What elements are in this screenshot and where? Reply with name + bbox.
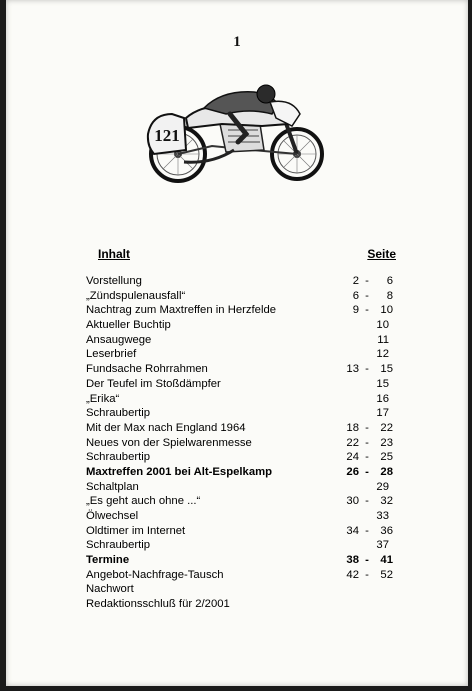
toc-entry-range-dash: - (365, 465, 369, 478)
toc-entry-page-from: 22 (346, 436, 359, 449)
toc-entry-page-from: 2 (352, 275, 359, 287)
toc-entry-range-dash: - (365, 436, 369, 449)
toc-entry-range-dash: - (365, 289, 369, 302)
toc-entry-title: Redaktionsschluß für 2/2001 (86, 598, 230, 611)
toc-entry-title: „Erika“ (86, 392, 120, 405)
toc-entry-range-dash: - (365, 304, 369, 317)
toc-entry-page: 17 (376, 407, 389, 420)
toc-entry-page: 29 (376, 480, 389, 493)
toc-entry (86, 480, 396, 495)
toc-entry-page-from: 34 (346, 524, 359, 537)
toc-header-contents: Inhalt (98, 247, 130, 261)
motorcycle-racer-icon (142, 84, 332, 186)
toc-entry (86, 303, 396, 318)
toc-entry (86, 347, 396, 362)
race-number: 121 (154, 126, 180, 145)
toc-entry-range-dash: - (365, 495, 369, 508)
toc-entry-title: Leserbrief (86, 348, 137, 361)
toc-entry-page-from: 6 (352, 289, 359, 302)
toc-entry (86, 274, 396, 289)
toc-entry-title: Fundsache Rohrrahmen (86, 363, 208, 376)
toc-entry-page: 16 (376, 392, 389, 405)
toc-entry-page-to: 23 (380, 436, 393, 449)
toc-entry-page-from: 26 (346, 465, 359, 478)
toc-entry (86, 318, 396, 333)
toc-entry-page-from: 18 (346, 421, 359, 434)
toc-entry-range-dash: - (365, 554, 369, 567)
toc-entry-page-to: 10 (380, 304, 393, 317)
toc-entry-page: 11 (377, 333, 389, 346)
toc-entry-page: 37 (376, 539, 389, 552)
toc-entry-page-from: 38 (346, 554, 359, 567)
toc-entry-range-dash: - (365, 524, 369, 537)
toc-entry-title: Neues von der Spielwarenmesse (86, 436, 252, 449)
toc-entry (86, 450, 396, 465)
toc-entry-page-to: 36 (380, 524, 393, 537)
toc-entry (86, 494, 396, 509)
toc-entry-page-to: 6 (386, 275, 393, 287)
toc-entry (86, 333, 396, 348)
toc-entry-page: 10 (376, 319, 389, 332)
toc-entry-page-to: 8 (386, 289, 393, 302)
toc-entry-title: Ansaugwege (86, 333, 152, 346)
toc-entry (86, 582, 396, 597)
toc-entry (86, 392, 396, 407)
toc-entry-page: 15 (376, 377, 389, 390)
toc-entry-title: Aktueller Buchtip (86, 319, 171, 332)
toc-entry-title: Schaltplan (86, 480, 139, 493)
toc-entry-title: „Zündspulenausfall“ (86, 289, 186, 302)
toc-header-page: Seite (367, 247, 396, 261)
toc-entry (86, 377, 396, 392)
toc-entry-page-to: 41 (380, 554, 393, 567)
toc-entry-title: Mit der Max nach England 1964 (86, 421, 246, 434)
toc-entry-page-from: 42 (346, 568, 359, 581)
toc-entry (86, 362, 396, 377)
toc-entry (86, 509, 396, 524)
toc-entry (86, 289, 396, 304)
toc-entry-page: 12 (376, 348, 389, 361)
toc-header (80, 247, 400, 265)
toc-entry (86, 568, 396, 583)
toc-entry-title: Maxtreffen 2001 bei Alt-Espelkamp (86, 465, 273, 478)
toc-entry-title: Schraubertip (86, 451, 151, 464)
toc-entry-title: Nachwort (86, 583, 134, 596)
toc-entry-title: „Es geht auch ohne ...“ (86, 495, 201, 508)
toc-entry-page-to: 15 (380, 363, 393, 376)
toc-entry (86, 436, 396, 451)
toc-entry (86, 538, 396, 553)
toc-entry (86, 524, 396, 539)
toc-entry-page-from: 30 (346, 495, 359, 508)
document-page (6, 0, 468, 686)
toc-entry-range-dash: - (365, 363, 369, 376)
toc-entry (86, 465, 396, 480)
toc-entry-title: Ölwechsel (86, 510, 139, 522)
toc-entry-title: Schraubertip (86, 407, 151, 420)
toc-entry-page-to: 52 (380, 568, 393, 581)
toc-entry (86, 406, 396, 421)
toc-entry-page: 33 (376, 510, 389, 522)
toc-entry-title: Termine (86, 554, 130, 567)
toc-entry (86, 553, 396, 568)
toc-entry-page-to: 32 (380, 495, 393, 508)
toc-entry-title: Oldtimer im Internet (86, 524, 186, 537)
toc-entry-page-to: 25 (380, 451, 393, 464)
toc-entry-title: Nachtrag zum Maxtreffen in Herzfelde (86, 304, 277, 317)
toc-entry-range-dash: - (365, 421, 369, 434)
toc-entry-title: Vorstellung (86, 275, 142, 287)
toc-entry-page-from: 24 (346, 451, 359, 464)
page-number: 1 (233, 34, 241, 50)
toc-entry-title: Der Teufel im Stoßdämpfer (86, 377, 221, 390)
toc-entry-page-to: 28 (380, 465, 393, 478)
toc-entry-title: Schraubertip (86, 539, 151, 552)
toc-entry-page-from: 13 (346, 363, 359, 376)
toc-entry-page-from: 9 (352, 304, 359, 317)
toc-entry (86, 597, 396, 612)
toc-entry-page-to: 22 (380, 421, 393, 434)
toc-entry-range-dash: - (365, 568, 369, 581)
toc-entry-range-dash: - (365, 451, 369, 464)
table-of-contents (86, 274, 396, 612)
toc-entry (86, 421, 396, 436)
toc-entry-range-dash: - (365, 275, 369, 287)
toc-entry-title: Angebot-Nachfrage-Tausch (86, 568, 224, 581)
